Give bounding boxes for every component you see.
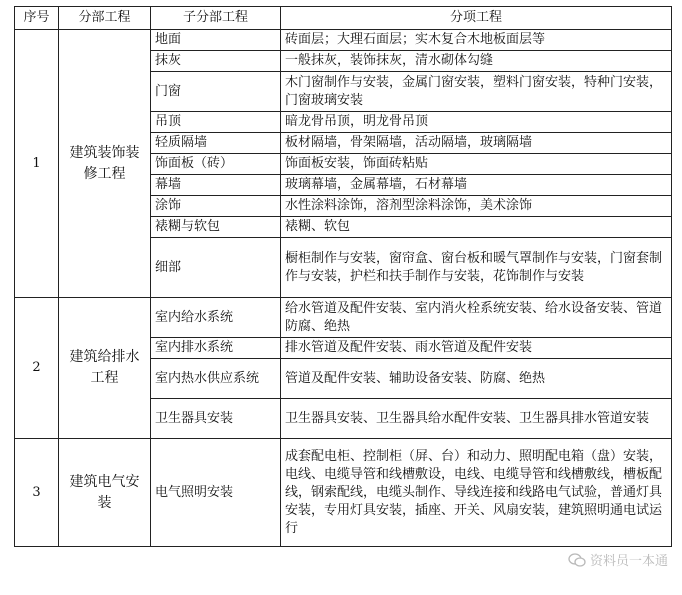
group-division: 建筑装饰装修工程 [59,30,151,298]
table-header-row [15,7,672,30]
header-division: 分部工程 [59,7,151,30]
watermark-text: 资料员一本通 [589,554,668,569]
subdivision-cell: 涂饰 [151,196,281,217]
table-row [15,439,672,547]
wechat-icon [568,553,586,567]
table-row [15,30,672,51]
subdivision-cell: 抹灰 [151,51,281,72]
items-cell: 暗龙骨吊顶，明龙骨吊顶 [281,112,672,133]
table-row [15,298,672,338]
items-cell: 卫生器具安装、卫生器具给水配件安装、卫生器具排水管道安装 [281,399,672,439]
group-division: 建筑给排水工程 [59,298,151,439]
items-cell: 水性涂料涂饰，溶剂型涂料涂饰，美术涂饰 [281,196,672,217]
items-cell: 一般抹灰，装饰抹灰，清水砌体勾缝 [281,51,672,72]
subdivision-cell: 卫生器具安装 [151,399,281,439]
subdivision-cell: 细部 [151,238,281,298]
header-subdivision: 子分部工程 [151,7,281,30]
group-seq: 1 [15,30,59,298]
group-division: 建筑电气安装 [59,439,151,547]
subdivision-cell: 裱糊与软包 [151,217,281,238]
subdivision-cell: 饰面板（砖） [151,154,281,175]
items-cell: 管道及配件安装、辅助设备安装、防腐、绝热 [281,359,672,399]
watermark [568,550,668,569]
subdivision-cell: 门窗 [151,72,281,112]
items-cell: 成套配电柜、控制柜（屏、台）和动力、照明配电箱（盘）安装，电线、电缆导管和线槽敷设，电线、电缆导管和线槽敷线，槽板配线，钢索配线，电缆头制作、导线连接和线路电气试验，普通灯具安装，专用灯具安装，插座、开关、风扇安装，建筑照明通电试运行 [281,439,672,547]
items-cell: 排水管道及配件安装、雨水管道及配件安装 [281,338,672,359]
items-cell: 裱糊、软包 [281,217,672,238]
items-cell: 木门窗制作与安装，金属门窗安装，塑料门窗安装，特种门安装，门窗玻璃安装 [281,72,672,112]
subdivision-cell: 室内排水系统 [151,338,281,359]
items-cell: 饰面板安装，饰面砖粘贴 [281,154,672,175]
subdivision-cell: 室内给水系统 [151,298,281,338]
items-cell: 给水管道及配件安装、室内消火栓系统安装、给水设备安装、管道防腐、绝热 [281,298,672,338]
subdivision-cell: 室内热水供应系统 [151,359,281,399]
subdivision-cell: 电气照明安装 [151,439,281,547]
subdivision-cell: 幕墙 [151,175,281,196]
subdivision-cell: 吊顶 [151,112,281,133]
items-cell: 玻璃幕墙，金属幕墙，石材幕墙 [281,175,672,196]
group-seq: 2 [15,298,59,439]
header-seq: 序号 [15,7,59,30]
items-cell: 橱柜制作与安装，窗帘盒、窗台板和暖气罩制作与安装，门窗套制作与安装，护栏和扶手制作与安装，花饰制作与安装 [281,238,672,298]
subdivision-cell: 轻质隔墙 [151,133,281,154]
subdivision-cell: 地面 [151,30,281,51]
header-items: 分项工程 [281,7,672,30]
engineering-division-table [14,6,672,547]
items-cell: 砖面层；大理石面层；实木复合木地板面层等 [281,30,672,51]
items-cell: 板材隔墙，骨架隔墙，活动隔墙，玻璃隔墙 [281,133,672,154]
group-seq: 3 [15,439,59,547]
